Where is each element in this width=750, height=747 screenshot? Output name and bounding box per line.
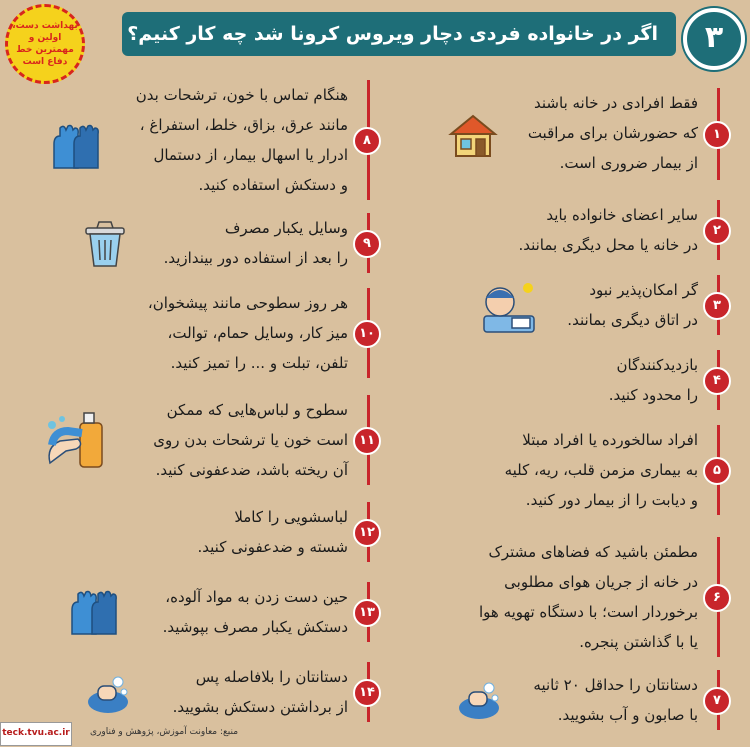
header-bar bbox=[122, 12, 676, 56]
list-item bbox=[400, 670, 720, 730]
item-line: دستکش یکبار مصرف بپوشید. bbox=[162, 618, 348, 636]
item-number: ۶ bbox=[703, 584, 731, 612]
list-item bbox=[400, 425, 720, 515]
item-line: لباسشویی را کاملا bbox=[234, 508, 348, 526]
item-line: مانند عرق، بزاق، خلط، استفراغ ، bbox=[139, 116, 348, 134]
item-text bbox=[533, 670, 698, 730]
disinfectant-spray-icon bbox=[42, 405, 106, 471]
item-number: ۱۱ bbox=[353, 427, 381, 455]
house-icon bbox=[448, 112, 498, 158]
item-line: در اتاق دیگری بمانند. bbox=[567, 311, 698, 329]
item-line: در خانه یا محل دیگری بمانند. bbox=[518, 236, 698, 254]
item-text bbox=[567, 275, 698, 335]
item-line: است خون یا ترشحات بدن روی bbox=[153, 431, 348, 449]
list-item bbox=[400, 275, 720, 335]
item-line: از برداشتن دستکش بشویید. bbox=[172, 698, 348, 716]
item-line: از بیمار ضروری است. bbox=[559, 154, 698, 172]
item-line: را بعد از استفاده دور بیندازید. bbox=[163, 249, 348, 267]
list-item bbox=[400, 350, 720, 410]
item-number: ۹ bbox=[353, 230, 381, 258]
item-line: فقط افرادی در خانه باشند bbox=[534, 94, 698, 112]
item-line: هر روز سطوحی مانند پیشخوان، bbox=[147, 294, 348, 312]
item-line: افراد سالخورده یا افراد مبتلا bbox=[522, 431, 698, 449]
item-line: گر امکان‌پذیر نبود bbox=[589, 281, 698, 299]
item-line: وسایل یکبار مصرف bbox=[224, 219, 348, 237]
hand-washing-icon bbox=[455, 676, 503, 722]
item-number: ۱۲ bbox=[353, 519, 381, 547]
source-credit: منبع: معاونت آموزش، پژوهش و فناوری bbox=[90, 727, 239, 737]
item-text bbox=[528, 88, 698, 178]
item-number: ۷ bbox=[703, 687, 731, 715]
item-line: در خانه از جریان هوای مطلوبی bbox=[504, 573, 698, 591]
item-line: سطوح و لباس‌هایی که ممکن bbox=[166, 401, 348, 419]
item-text bbox=[198, 502, 348, 562]
item-line: حین دست زدن به مواد آلوده، bbox=[165, 588, 348, 606]
item-number: ۸ bbox=[353, 127, 381, 155]
page-title: اگر در خانواده فردی دچار ویروس کرونا شد چه کار کنیم؟ bbox=[127, 23, 658, 45]
item-line: میز کار، وسایل حمام، توالت، bbox=[167, 324, 348, 342]
section-number: ۳ bbox=[683, 8, 745, 70]
site-logo: teck.tvu.ac.ir bbox=[0, 722, 72, 746]
item-line: شسته و ضدعفونی کنید. bbox=[197, 538, 348, 556]
item-line: یا با گذاشتن پنجره. bbox=[579, 633, 698, 651]
gloves-icon bbox=[48, 122, 104, 172]
item-text bbox=[609, 350, 698, 410]
gloves-icon bbox=[66, 588, 122, 638]
item-text bbox=[153, 395, 348, 485]
item-line: آن ریخته باشد، ضدعفونی کنید. bbox=[155, 461, 348, 479]
item-line: هنگام تماس با خون، ترشحات بدن bbox=[135, 86, 348, 104]
sick-person-icon bbox=[478, 278, 540, 334]
item-number: ۵ bbox=[703, 457, 731, 485]
item-number: ۱۰ bbox=[353, 320, 381, 348]
item-text bbox=[505, 425, 698, 515]
item-text bbox=[164, 213, 348, 273]
item-line: سایر اعضای خانواده باید bbox=[546, 206, 698, 224]
item-text bbox=[173, 662, 348, 722]
item-line: که حضورشان برای مراقبت bbox=[527, 124, 698, 142]
item-line: دستانتان را بلافاصله پس bbox=[195, 668, 348, 686]
item-line: ادرار یا اسهال بیمار، از دستمال bbox=[153, 146, 348, 164]
item-text bbox=[479, 537, 698, 657]
list-item bbox=[35, 288, 375, 378]
item-line: با صابون و آب بشویید. bbox=[557, 706, 698, 724]
item-line: و دستکش استفاده کنید. bbox=[198, 176, 348, 194]
item-line: مطمئن باشید که فضاهای مشترک bbox=[488, 543, 698, 561]
item-line: دستانتان را حداقل ۲۰ ثانیه bbox=[533, 676, 698, 694]
badge-text: بهداشت دست، اولین و مهمترین خط دفاع است bbox=[12, 21, 78, 67]
item-line: تلفن، تبلت و ... را تمیز کنید. bbox=[170, 354, 348, 372]
item-line: بازدیدکنندگان bbox=[616, 356, 698, 374]
item-line: و دیابت را از بیمار دور کنید. bbox=[525, 491, 698, 509]
list-item bbox=[35, 502, 375, 562]
list-item bbox=[400, 537, 720, 657]
item-number: ۱۳ bbox=[353, 599, 381, 627]
list-item bbox=[400, 200, 720, 260]
item-number: ۳ bbox=[703, 292, 731, 320]
item-text bbox=[136, 80, 348, 200]
item-number: ۴ bbox=[703, 367, 731, 395]
item-text bbox=[518, 200, 698, 260]
footer bbox=[0, 722, 750, 747]
item-line: به بیماری مزمن قلب، ریه، کلیه bbox=[504, 461, 698, 479]
item-line: برخوردار است؛ با دستگاه تهویه هوا bbox=[479, 603, 698, 621]
item-number: ۱۴ bbox=[353, 679, 381, 707]
hand-washing-icon bbox=[84, 670, 132, 716]
hand-hygiene-badge bbox=[5, 4, 85, 84]
item-number: ۱ bbox=[703, 121, 731, 149]
item-line: را محدود کنید. bbox=[608, 386, 698, 404]
item-text bbox=[148, 288, 348, 378]
item-text bbox=[163, 582, 348, 642]
item-number: ۲ bbox=[703, 217, 731, 245]
trash-can-icon bbox=[82, 218, 128, 270]
